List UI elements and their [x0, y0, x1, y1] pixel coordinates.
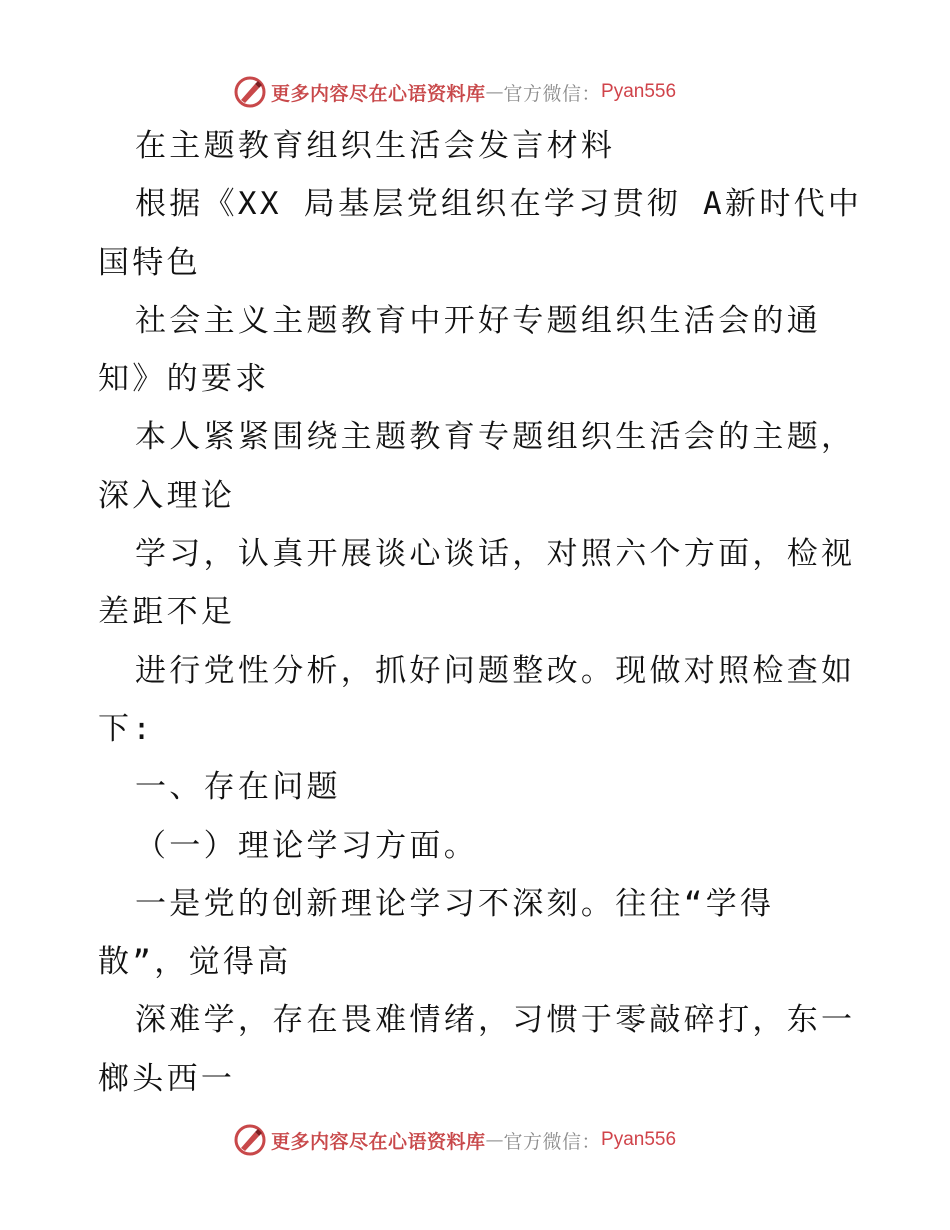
footer-watermark: [233, 1120, 676, 1160]
watermark-separator: —: [485, 81, 504, 103]
text-line: 深难学，存在畏难情绪，习惯于零敲碎打，东一: [135, 1002, 856, 1039]
watermark-site-name: 更多内容尽在心语资料库: [271, 82, 486, 105]
text-line: 一、存在问题: [135, 769, 341, 806]
text-line: 根据《XX 局基层党组织在学习贯彻 A新时代中: [135, 186, 863, 223]
watermark-account-label: 官方微信：: [503, 82, 602, 105]
text-line: 社会主义主题教育中开好专题组织生活会的通: [135, 302, 821, 339]
watermark-account-id: Pyan556: [601, 1129, 677, 1150]
text-line: 差距不足: [98, 594, 236, 631]
text-line: 散”，觉得高: [98, 944, 292, 981]
text-line: 进行党性分析，抓好问题整改。现做对照检查如: [135, 652, 856, 689]
text-line: 本人紧紧围绕主题教育专题组织生活会的主题，: [135, 419, 856, 456]
text-line: （一）理论学习方面。: [135, 827, 478, 864]
text-line: 榔头西一: [98, 1060, 236, 1097]
watermark-site-name: 更多内容尽在心语资料库: [271, 1130, 486, 1153]
watermark-separator: —: [485, 1129, 504, 1151]
watermark-account-label: 官方微信：: [503, 1130, 602, 1153]
pen-seal-logo-icon: [233, 1123, 267, 1157]
text-line: 深入理论: [98, 477, 236, 514]
text-line: 在主题教育组织生活会发言材料: [135, 128, 616, 164]
text-line: 国特色: [98, 244, 201, 281]
watermark-account-id: Pyan556: [601, 81, 677, 102]
text-line: 学习，认真开展谈心谈话，对照六个方面，检视: [135, 536, 856, 573]
header-watermark: [233, 72, 676, 112]
text-line: 知》的要求: [98, 361, 270, 398]
text-line: 一是党的创新理论学习不深刻。往往“学得: [135, 885, 775, 922]
pen-seal-logo-icon: [233, 75, 267, 109]
document-body: [98, 117, 878, 1108]
text-line: 下:: [98, 710, 155, 747]
